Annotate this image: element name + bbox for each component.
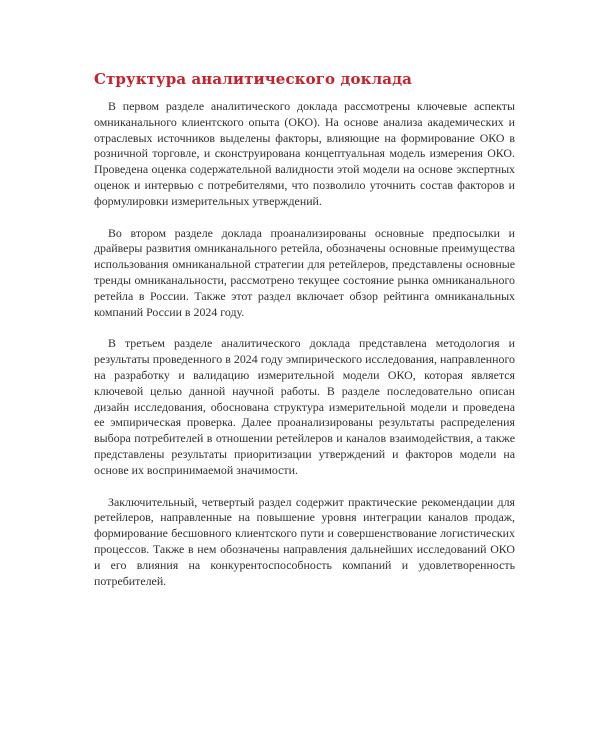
paragraph-4: Заключительный, четвертый раздел содержит практические рекомендации для ретейлеров, направленные на повышение уровня интеграции каналов продаж, формирование бесшовного клиентского пути и совершенствование логистических процессов. Также в нем обозначены направления дальнейших исследований ОКО и его влияния на конкурентоспособность компаний и удовлетворенность потребителей. xyxy=(94,494,515,588)
paragraph-3: В третьем разделе аналитического доклада представлена методология и результаты проведенного в 2024 году эмпирического исследования, направленного на разработку и валидацию измерительной модели ОКО, которая является ключевой целью данной научной работы. В разделе последовательно описан дизайн исследования, обоснована структура измерительной модели и проведена ее эмпирическая проверка. Далее проанализированы результаты распределения выбора потребителей в отношении ретейлеров и каналов взаимодействия, а также представлены результаты приоритизации утверждений и факторов модели на основе их воспринимаемой значимости. xyxy=(94,336,515,477)
paragraph-2: Во втором разделе доклада проанализированы основные предпосылки и драйверы развития омниканального ретейла, обозначены основные преимущества использования омниканальной стратегии для ретейлеров, представлены основные тренды омниканальности, рассмотрено текущее состояние рынка омниканального ретейла в России. Также этот раздел включает обзор рейтинга омниканальных компаний России в 2024 году. xyxy=(94,225,515,319)
paragraph-1: В первом разделе аналитического доклада рассмотрены ключевые аспекты омниканального клиентского опыта (ОКО). На основе анализа академических и отраслевых источников выделены факторы, влияющие на формирование ОКО в розничной торговле, и сконструирована концептуальная модель измерения ОКО. Проведена оценка содержательной валидности этой модели на основе экспертных оценок и интервью с потребителями, что позволило уточнить состав факторов и формулировки измерительных утверждений. xyxy=(94,99,515,208)
section-title: Структура аналитического доклада xyxy=(94,70,412,88)
body-text xyxy=(94,99,515,605)
